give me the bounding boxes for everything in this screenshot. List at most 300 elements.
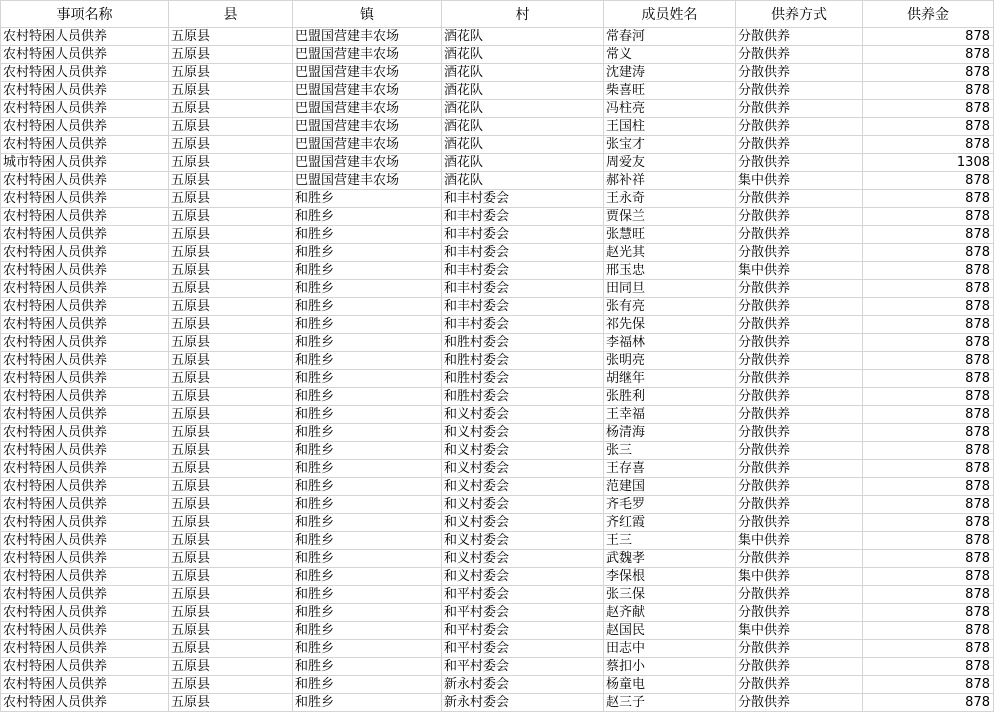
cell-support-amount[interactable]: 878 bbox=[863, 388, 994, 406]
cell-item-name[interactable]: 农村特困人员供养 bbox=[1, 244, 169, 262]
cell-county[interactable]: 五原县 bbox=[169, 532, 293, 550]
cell-member-name[interactable]: 武魏孝 bbox=[604, 550, 736, 568]
cell-village[interactable]: 和丰村委会 bbox=[442, 262, 604, 280]
cell-county[interactable]: 五原县 bbox=[169, 478, 293, 496]
cell-town[interactable]: 和胜乡 bbox=[293, 622, 442, 640]
cell-support-method[interactable]: 分散供养 bbox=[736, 676, 863, 694]
cell-county[interactable]: 五原县 bbox=[169, 622, 293, 640]
cell-support-amount[interactable]: 878 bbox=[863, 550, 994, 568]
cell-support-amount[interactable]: 878 bbox=[863, 586, 994, 604]
cell-member-name[interactable]: 王存喜 bbox=[604, 460, 736, 478]
cell-member-name[interactable]: 蔡扣小 bbox=[604, 658, 736, 676]
cell-support-method[interactable]: 分散供养 bbox=[736, 226, 863, 244]
cell-village[interactable]: 和平村委会 bbox=[442, 640, 604, 658]
cell-support-method[interactable]: 分散供养 bbox=[736, 604, 863, 622]
cell-town[interactable]: 和胜乡 bbox=[293, 550, 442, 568]
cell-member-name[interactable]: 范建国 bbox=[604, 478, 736, 496]
cell-support-amount[interactable]: 878 bbox=[863, 442, 994, 460]
cell-county[interactable]: 五原县 bbox=[169, 172, 293, 190]
table-row bbox=[1, 280, 994, 298]
cell-support-method[interactable]: 分散供养 bbox=[736, 496, 863, 514]
cell-item-name[interactable]: 农村特困人员供养 bbox=[1, 424, 169, 442]
cell-town[interactable]: 和胜乡 bbox=[293, 352, 442, 370]
cell-town[interactable]: 和胜乡 bbox=[293, 280, 442, 298]
cell-support-amount[interactable]: 878 bbox=[863, 568, 994, 586]
cell-village[interactable]: 和丰村委会 bbox=[442, 190, 604, 208]
table-row bbox=[1, 388, 994, 406]
cell-member-name[interactable]: 张慧旺 bbox=[604, 226, 736, 244]
cell-town[interactable]: 和胜乡 bbox=[293, 442, 442, 460]
cell-support-method[interactable]: 集中供养 bbox=[736, 568, 863, 586]
cell-village[interactable]: 和义村委会 bbox=[442, 532, 604, 550]
cell-county[interactable]: 五原县 bbox=[169, 280, 293, 298]
header-row bbox=[1, 1, 994, 28]
cell-town[interactable]: 和胜乡 bbox=[293, 334, 442, 352]
cell-member-name[interactable]: 田志中 bbox=[604, 640, 736, 658]
cell-item-name[interactable]: 农村特困人员供养 bbox=[1, 460, 169, 478]
cell-town[interactable]: 和胜乡 bbox=[293, 640, 442, 658]
cell-item-name[interactable]: 农村特困人员供养 bbox=[1, 622, 169, 640]
cell-village[interactable]: 和胜村委会 bbox=[442, 334, 604, 352]
cell-item-name[interactable]: 农村特困人员供养 bbox=[1, 172, 169, 190]
cell-town[interactable]: 和胜乡 bbox=[293, 604, 442, 622]
cell-county[interactable]: 五原县 bbox=[169, 658, 293, 676]
cell-support-method[interactable]: 分散供养 bbox=[736, 154, 863, 172]
cell-support-method[interactable]: 分散供养 bbox=[736, 64, 863, 82]
table-row bbox=[1, 532, 994, 550]
cell-member-name[interactable]: 柴喜旺 bbox=[604, 82, 736, 100]
cell-support-amount[interactable]: 878 bbox=[863, 46, 994, 64]
cell-county[interactable]: 五原县 bbox=[169, 460, 293, 478]
cell-item-name[interactable]: 农村特困人员供养 bbox=[1, 442, 169, 460]
cell-town[interactable]: 巴盟国营建丰农场 bbox=[293, 82, 442, 100]
cell-item-name[interactable]: 农村特困人员供养 bbox=[1, 514, 169, 532]
cell-support-method[interactable]: 分散供养 bbox=[736, 694, 863, 712]
cell-village[interactable]: 和胜村委会 bbox=[442, 370, 604, 388]
cell-item-name[interactable]: 农村特困人员供养 bbox=[1, 676, 169, 694]
cell-county[interactable]: 五原县 bbox=[169, 514, 293, 532]
cell-village[interactable]: 和平村委会 bbox=[442, 658, 604, 676]
cell-village[interactable]: 酒花队 bbox=[442, 28, 604, 46]
cell-town[interactable]: 和胜乡 bbox=[293, 316, 442, 334]
cell-county[interactable]: 五原县 bbox=[169, 370, 293, 388]
cell-village[interactable]: 和平村委会 bbox=[442, 622, 604, 640]
table-row bbox=[1, 46, 994, 64]
cell-member-name[interactable]: 张三保 bbox=[604, 586, 736, 604]
cell-member-name[interactable]: 赵光其 bbox=[604, 244, 736, 262]
cell-support-amount[interactable]: 878 bbox=[863, 28, 994, 46]
cell-town[interactable]: 和胜乡 bbox=[293, 406, 442, 424]
cell-village[interactable]: 和胜村委会 bbox=[442, 352, 604, 370]
table-row bbox=[1, 604, 994, 622]
cell-support-amount[interactable]: 878 bbox=[863, 244, 994, 262]
cell-town[interactable]: 巴盟国营建丰农场 bbox=[293, 172, 442, 190]
cell-county[interactable]: 五原县 bbox=[169, 352, 293, 370]
cell-village[interactable]: 和丰村委会 bbox=[442, 226, 604, 244]
cell-item-name[interactable]: 农村特困人员供养 bbox=[1, 262, 169, 280]
cell-member-name[interactable]: 张胜利 bbox=[604, 388, 736, 406]
cell-item-name[interactable]: 农村特困人员供养 bbox=[1, 352, 169, 370]
cell-member-name[interactable]: 赵三子 bbox=[604, 694, 736, 712]
cell-member-name[interactable]: 常春河 bbox=[604, 28, 736, 46]
table-row bbox=[1, 316, 994, 334]
cell-support-amount[interactable]: 878 bbox=[863, 334, 994, 352]
cell-village[interactable]: 和义村委会 bbox=[442, 550, 604, 568]
cell-county[interactable]: 五原县 bbox=[169, 226, 293, 244]
cell-member-name[interactable]: 沈建涛 bbox=[604, 64, 736, 82]
cell-county[interactable]: 五原县 bbox=[169, 100, 293, 118]
table-row bbox=[1, 244, 994, 262]
cell-support-amount[interactable]: 878 bbox=[863, 604, 994, 622]
cell-member-name[interactable]: 田同旦 bbox=[604, 280, 736, 298]
table-row bbox=[1, 208, 994, 226]
cell-support-method[interactable]: 分散供养 bbox=[736, 118, 863, 136]
cell-item-name[interactable]: 农村特困人员供养 bbox=[1, 388, 169, 406]
cell-support-amount[interactable]: 878 bbox=[863, 298, 994, 316]
cell-town[interactable]: 巴盟国营建丰农场 bbox=[293, 46, 442, 64]
cell-support-amount[interactable]: 878 bbox=[863, 622, 994, 640]
cell-support-method[interactable]: 分散供养 bbox=[736, 424, 863, 442]
cell-support-amount[interactable]: 878 bbox=[863, 208, 994, 226]
cell-town[interactable]: 巴盟国营建丰农场 bbox=[293, 136, 442, 154]
cell-village[interactable]: 酒花队 bbox=[442, 82, 604, 100]
cell-village[interactable]: 和丰村委会 bbox=[442, 208, 604, 226]
table-row bbox=[1, 550, 994, 568]
cell-item-name[interactable]: 农村特困人员供养 bbox=[1, 586, 169, 604]
cell-item-name[interactable]: 农村特困人员供养 bbox=[1, 550, 169, 568]
cell-support-amount[interactable]: 878 bbox=[863, 316, 994, 334]
cell-support-amount[interactable]: 878 bbox=[863, 532, 994, 550]
cell-village[interactable]: 和丰村委会 bbox=[442, 298, 604, 316]
table-row bbox=[1, 460, 994, 478]
cell-village[interactable]: 新永村委会 bbox=[442, 676, 604, 694]
header-cell-item-name[interactable]: 事项名称 bbox=[1, 1, 169, 28]
cell-support-method[interactable]: 分散供养 bbox=[736, 334, 863, 352]
cell-support-method[interactable]: 分散供养 bbox=[736, 82, 863, 100]
cell-member-name[interactable]: 齐红霞 bbox=[604, 514, 736, 532]
cell-village[interactable]: 和义村委会 bbox=[442, 460, 604, 478]
header-cell-town[interactable]: 镇 bbox=[293, 1, 442, 28]
cell-town[interactable]: 和胜乡 bbox=[293, 298, 442, 316]
cell-member-name[interactable]: 张三 bbox=[604, 442, 736, 460]
cell-county[interactable]: 五原县 bbox=[169, 586, 293, 604]
table-row bbox=[1, 64, 994, 82]
cell-item-name[interactable]: 农村特困人员供养 bbox=[1, 190, 169, 208]
cell-support-method[interactable]: 分散供养 bbox=[736, 370, 863, 388]
cell-town[interactable]: 巴盟国营建丰农场 bbox=[293, 64, 442, 82]
cell-village[interactable]: 和丰村委会 bbox=[442, 316, 604, 334]
cell-item-name[interactable]: 农村特困人员供养 bbox=[1, 532, 169, 550]
table-row bbox=[1, 28, 994, 46]
cell-item-name[interactable]: 农村特困人员供养 bbox=[1, 136, 169, 154]
header-cell-support-amount[interactable]: 供养金 bbox=[863, 1, 994, 28]
cell-village[interactable]: 酒花队 bbox=[442, 118, 604, 136]
table-row bbox=[1, 154, 994, 172]
cell-support-amount[interactable]: 878 bbox=[863, 172, 994, 190]
table-row bbox=[1, 334, 994, 352]
cell-town[interactable]: 和胜乡 bbox=[293, 244, 442, 262]
cell-support-amount[interactable]: 878 bbox=[863, 478, 994, 496]
cell-village[interactable]: 酒花队 bbox=[442, 100, 604, 118]
cell-support-amount[interactable]: 878 bbox=[863, 496, 994, 514]
cell-support-amount[interactable]: 878 bbox=[863, 658, 994, 676]
cell-county[interactable]: 五原县 bbox=[169, 388, 293, 406]
cell-county[interactable]: 五原县 bbox=[169, 118, 293, 136]
cell-item-name[interactable]: 农村特困人员供养 bbox=[1, 82, 169, 100]
cell-member-name[interactable]: 张明亮 bbox=[604, 352, 736, 370]
cell-county[interactable]: 五原县 bbox=[169, 208, 293, 226]
cell-county[interactable]: 五原县 bbox=[169, 640, 293, 658]
cell-county[interactable]: 五原县 bbox=[169, 64, 293, 82]
cell-item-name[interactable]: 农村特困人员供养 bbox=[1, 568, 169, 586]
table-row bbox=[1, 442, 994, 460]
cell-village[interactable]: 酒花队 bbox=[442, 46, 604, 64]
cell-support-amount[interactable]: 878 bbox=[863, 460, 994, 478]
cell-item-name[interactable]: 农村特困人员供养 bbox=[1, 298, 169, 316]
table-row bbox=[1, 424, 994, 442]
cell-town[interactable]: 和胜乡 bbox=[293, 262, 442, 280]
cell-support-method[interactable]: 分散供养 bbox=[736, 316, 863, 334]
cell-village[interactable]: 和平村委会 bbox=[442, 604, 604, 622]
cell-town[interactable]: 和胜乡 bbox=[293, 586, 442, 604]
cell-town[interactable]: 和胜乡 bbox=[293, 388, 442, 406]
cell-member-name[interactable]: 王永奇 bbox=[604, 190, 736, 208]
cell-town[interactable]: 和胜乡 bbox=[293, 460, 442, 478]
header-cell-member-name[interactable]: 成员姓名 bbox=[604, 1, 736, 28]
cell-town[interactable]: 巴盟国营建丰农场 bbox=[293, 28, 442, 46]
cell-support-amount[interactable]: 878 bbox=[863, 514, 994, 532]
cell-county[interactable]: 五原县 bbox=[169, 334, 293, 352]
table-row bbox=[1, 370, 994, 388]
cell-member-name[interactable]: 张有亮 bbox=[604, 298, 736, 316]
cell-support-amount[interactable]: 878 bbox=[863, 226, 994, 244]
cell-item-name[interactable]: 农村特困人员供养 bbox=[1, 208, 169, 226]
cell-support-amount[interactable]: 878 bbox=[863, 370, 994, 388]
cell-support-amount[interactable]: 878 bbox=[863, 118, 994, 136]
cell-member-name[interactable]: 李福林 bbox=[604, 334, 736, 352]
cell-member-name[interactable]: 胡继年 bbox=[604, 370, 736, 388]
cell-support-method[interactable]: 分散供养 bbox=[736, 388, 863, 406]
cell-support-amount[interactable]: 878 bbox=[863, 82, 994, 100]
cell-village[interactable]: 和义村委会 bbox=[442, 406, 604, 424]
cell-town[interactable]: 和胜乡 bbox=[293, 676, 442, 694]
cell-member-name[interactable]: 贾保兰 bbox=[604, 208, 736, 226]
cell-item-name[interactable]: 农村特困人员供养 bbox=[1, 64, 169, 82]
cell-support-method[interactable]: 分散供养 bbox=[736, 514, 863, 532]
cell-item-name[interactable]: 农村特困人员供养 bbox=[1, 316, 169, 334]
cell-support-method[interactable]: 分散供养 bbox=[736, 460, 863, 478]
cell-member-name[interactable]: 李保根 bbox=[604, 568, 736, 586]
cell-county[interactable]: 五原县 bbox=[169, 694, 293, 712]
cell-item-name[interactable]: 农村特困人员供养 bbox=[1, 370, 169, 388]
cell-county[interactable]: 五原县 bbox=[169, 676, 293, 694]
cell-support-method[interactable]: 分散供养 bbox=[736, 190, 863, 208]
cell-member-name[interactable]: 祁先保 bbox=[604, 316, 736, 334]
cell-county[interactable]: 五原县 bbox=[169, 262, 293, 280]
cell-item-name[interactable]: 农村特困人员供养 bbox=[1, 406, 169, 424]
cell-support-amount[interactable]: 878 bbox=[863, 262, 994, 280]
cell-village[interactable]: 酒花队 bbox=[442, 154, 604, 172]
cell-member-name[interactable]: 杨清海 bbox=[604, 424, 736, 442]
cell-village[interactable]: 酒花队 bbox=[442, 172, 604, 190]
cell-support-method[interactable]: 分散供养 bbox=[736, 352, 863, 370]
cell-support-method[interactable]: 分散供养 bbox=[736, 46, 863, 64]
cell-support-amount[interactable]: 878 bbox=[863, 280, 994, 298]
cell-village[interactable]: 和义村委会 bbox=[442, 514, 604, 532]
header-cell-village[interactable]: 村 bbox=[442, 1, 604, 28]
cell-support-method[interactable]: 分散供养 bbox=[736, 442, 863, 460]
cell-member-name[interactable]: 赵齐献 bbox=[604, 604, 736, 622]
cell-support-method[interactable]: 集中供养 bbox=[736, 262, 863, 280]
cell-county[interactable]: 五原县 bbox=[169, 28, 293, 46]
table-row bbox=[1, 298, 994, 316]
cell-town[interactable]: 和胜乡 bbox=[293, 478, 442, 496]
cell-support-method[interactable]: 分散供养 bbox=[736, 208, 863, 226]
cell-county[interactable]: 五原县 bbox=[169, 82, 293, 100]
cell-item-name[interactable]: 农村特困人员供养 bbox=[1, 100, 169, 118]
cell-support-method[interactable]: 分散供养 bbox=[736, 550, 863, 568]
table-row bbox=[1, 658, 994, 676]
cell-support-method[interactable]: 分散供养 bbox=[736, 640, 863, 658]
cell-town[interactable]: 巴盟国营建丰农场 bbox=[293, 118, 442, 136]
cell-village[interactable]: 和丰村委会 bbox=[442, 244, 604, 262]
cell-support-amount[interactable]: 878 bbox=[863, 352, 994, 370]
cell-member-name[interactable]: 赵国民 bbox=[604, 622, 736, 640]
cell-village[interactable]: 新永村委会 bbox=[442, 694, 604, 712]
cell-item-name[interactable]: 农村特困人员供养 bbox=[1, 118, 169, 136]
cell-village[interactable]: 和义村委会 bbox=[442, 424, 604, 442]
cell-item-name[interactable]: 农村特困人员供养 bbox=[1, 640, 169, 658]
cell-member-name[interactable]: 郝补祥 bbox=[604, 172, 736, 190]
cell-county[interactable]: 五原县 bbox=[169, 244, 293, 262]
cell-village[interactable]: 和义村委会 bbox=[442, 496, 604, 514]
cell-support-amount[interactable]: 878 bbox=[863, 100, 994, 118]
cell-member-name[interactable]: 齐毛罗 bbox=[604, 496, 736, 514]
cell-county[interactable]: 五原县 bbox=[169, 604, 293, 622]
cell-support-method[interactable]: 分散供养 bbox=[736, 100, 863, 118]
cell-support-method[interactable]: 分散供养 bbox=[736, 28, 863, 46]
cell-county[interactable]: 五原县 bbox=[169, 136, 293, 154]
cell-support-amount[interactable]: 878 bbox=[863, 136, 994, 154]
cell-item-name[interactable]: 农村特困人员供养 bbox=[1, 46, 169, 64]
table-row bbox=[1, 478, 994, 496]
cell-town[interactable]: 和胜乡 bbox=[293, 226, 442, 244]
cell-county[interactable]: 五原县 bbox=[169, 316, 293, 334]
cell-town[interactable]: 巴盟国营建丰农场 bbox=[293, 154, 442, 172]
cell-town[interactable]: 和胜乡 bbox=[293, 190, 442, 208]
cell-support-amount[interactable]: 878 bbox=[863, 694, 994, 712]
cell-county[interactable]: 五原县 bbox=[169, 190, 293, 208]
cell-village[interactable]: 和胜村委会 bbox=[442, 388, 604, 406]
cell-town[interactable]: 和胜乡 bbox=[293, 208, 442, 226]
cell-village[interactable]: 和义村委会 bbox=[442, 442, 604, 460]
cell-village[interactable]: 和平村委会 bbox=[442, 586, 604, 604]
table-row bbox=[1, 136, 994, 154]
cell-item-name[interactable]: 城市特困人员供养 bbox=[1, 154, 169, 172]
cell-member-name[interactable]: 冯柱亮 bbox=[604, 100, 736, 118]
cell-town[interactable]: 和胜乡 bbox=[293, 370, 442, 388]
cell-county[interactable]: 五原县 bbox=[169, 406, 293, 424]
cell-county[interactable]: 五原县 bbox=[169, 424, 293, 442]
cell-support-amount[interactable]: 878 bbox=[863, 406, 994, 424]
cell-member-name[interactable]: 王三 bbox=[604, 532, 736, 550]
cell-town[interactable]: 和胜乡 bbox=[293, 658, 442, 676]
cell-support-method[interactable]: 分散供养 bbox=[736, 406, 863, 424]
cell-county[interactable]: 五原县 bbox=[169, 496, 293, 514]
cell-village[interactable]: 酒花队 bbox=[442, 136, 604, 154]
table-row bbox=[1, 118, 994, 136]
cell-support-method[interactable]: 分散供养 bbox=[736, 478, 863, 496]
cell-support-method[interactable]: 分散供养 bbox=[736, 586, 863, 604]
table-row bbox=[1, 172, 994, 190]
cell-member-name[interactable]: 张宝才 bbox=[604, 136, 736, 154]
cell-village[interactable]: 和义村委会 bbox=[442, 478, 604, 496]
cell-town[interactable]: 和胜乡 bbox=[293, 568, 442, 586]
cell-town[interactable]: 和胜乡 bbox=[293, 496, 442, 514]
cell-village[interactable]: 和义村委会 bbox=[442, 568, 604, 586]
cell-town[interactable]: 和胜乡 bbox=[293, 694, 442, 712]
cell-item-name[interactable]: 农村特困人员供养 bbox=[1, 334, 169, 352]
cell-item-name[interactable]: 农村特困人员供养 bbox=[1, 694, 169, 712]
cell-support-method[interactable]: 分散供养 bbox=[736, 298, 863, 316]
cell-item-name[interactable]: 农村特困人员供养 bbox=[1, 280, 169, 298]
cell-county[interactable]: 五原县 bbox=[169, 154, 293, 172]
cell-town[interactable]: 巴盟国营建丰农场 bbox=[293, 100, 442, 118]
cell-support-amount[interactable]: 878 bbox=[863, 676, 994, 694]
cell-support-amount[interactable]: 878 bbox=[863, 190, 994, 208]
cell-village[interactable]: 和丰村委会 bbox=[442, 280, 604, 298]
cell-support-method[interactable]: 集中供养 bbox=[736, 172, 863, 190]
cell-member-name[interactable]: 周爱友 bbox=[604, 154, 736, 172]
cell-county[interactable]: 五原县 bbox=[169, 442, 293, 460]
cell-town[interactable]: 和胜乡 bbox=[293, 424, 442, 442]
cell-item-name[interactable]: 农村特困人员供养 bbox=[1, 28, 169, 46]
header-cell-support-method[interactable]: 供养方式 bbox=[736, 1, 863, 28]
cell-member-name[interactable]: 常义 bbox=[604, 46, 736, 64]
cell-member-name[interactable]: 杨童电 bbox=[604, 676, 736, 694]
cell-support-method[interactable]: 集中供养 bbox=[736, 532, 863, 550]
cell-village[interactable]: 酒花队 bbox=[442, 64, 604, 82]
cell-support-method[interactable]: 分散供养 bbox=[736, 136, 863, 154]
cell-support-amount[interactable]: 1308 bbox=[863, 154, 994, 172]
cell-item-name[interactable]: 农村特困人员供养 bbox=[1, 478, 169, 496]
cell-support-amount[interactable]: 878 bbox=[863, 424, 994, 442]
cell-member-name[interactable]: 王幸福 bbox=[604, 406, 736, 424]
cell-support-method[interactable]: 分散供养 bbox=[736, 658, 863, 676]
cell-county[interactable]: 五原县 bbox=[169, 568, 293, 586]
cell-support-method[interactable]: 分散供养 bbox=[736, 244, 863, 262]
cell-support-amount[interactable]: 878 bbox=[863, 64, 994, 82]
cell-county[interactable]: 五原县 bbox=[169, 46, 293, 64]
table-row bbox=[1, 586, 994, 604]
cell-county[interactable]: 五原县 bbox=[169, 550, 293, 568]
cell-item-name[interactable]: 农村特困人员供养 bbox=[1, 226, 169, 244]
cell-item-name[interactable]: 农村特困人员供养 bbox=[1, 496, 169, 514]
cell-support-method[interactable]: 集中供养 bbox=[736, 622, 863, 640]
table-row bbox=[1, 496, 994, 514]
table-row bbox=[1, 640, 994, 658]
cell-town[interactable]: 和胜乡 bbox=[293, 514, 442, 532]
cell-town[interactable]: 和胜乡 bbox=[293, 532, 442, 550]
cell-member-name[interactable]: 王国柱 bbox=[604, 118, 736, 136]
header-cell-county[interactable]: 县 bbox=[169, 1, 293, 28]
cell-support-method[interactable]: 分散供养 bbox=[736, 280, 863, 298]
cell-item-name[interactable]: 农村特困人员供养 bbox=[1, 658, 169, 676]
cell-member-name[interactable]: 邢玉忠 bbox=[604, 262, 736, 280]
cell-item-name[interactable]: 农村特困人员供养 bbox=[1, 604, 169, 622]
cell-support-amount[interactable]: 878 bbox=[863, 640, 994, 658]
cell-county[interactable]: 五原县 bbox=[169, 298, 293, 316]
